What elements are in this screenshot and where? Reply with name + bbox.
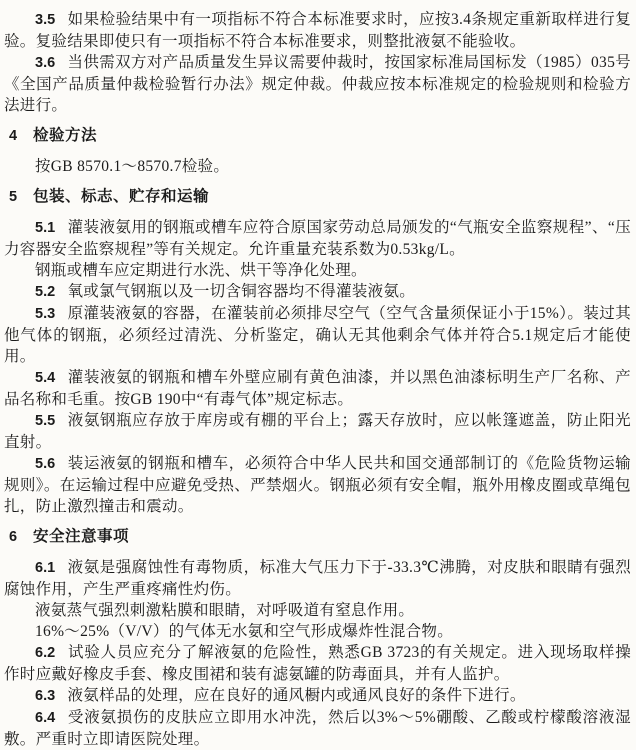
paragraph-text: 钢瓶或槽车应定期进行水洗、烘干等净化处理。 [35,262,367,279]
clause-number: 6.2 [35,645,56,661]
numbered-paragraph [4,303,631,367]
numbered-paragraph [4,453,631,517]
paragraph-text: 如果检验结果中有一项指标不符合本标准要求时，应按3.4条规定重新取样进行复验。复验结果即使只有一项指标不符合本标准要求，则整批液氨不能验收。 [4,11,631,50]
paragraph-text: 16%～25%（V/V）的气体无水氨和空气形成爆炸性混合物。 [35,623,454,640]
numbered-paragraph [4,52,631,116]
numbered-paragraph [4,685,631,707]
body-paragraph [4,260,631,281]
clause-number: 6.1 [35,560,56,576]
paragraph-text: 液氨钢瓶应存放于库房或有棚的平台上；露天存放时，应以帐篷遮盖，防止阳光直射。 [4,412,631,451]
numbered-paragraph [4,367,631,410]
paragraph-text: 装运液氨的钢瓶和槽车，必须符合中华人民共和国交通部制订的《危险货物运输规则》。在运输过程中应避免受热、严禁烟火。钢瓶必须有安全帽，瓶外用橡皮圈或草绳包扎，防止激烈撞击和震动。 [4,455,631,515]
paragraph-text: 液氨是强腐蚀性有毒物质，标准大气压力下于-33.3℃沸腾，对皮肤和眼睛有强烈腐蚀作用，产生严重疼痛性灼伤。 [4,559,631,598]
section-heading-title: 包装、标志、贮存和运输 [33,188,210,205]
body-paragraph [4,621,631,642]
numbered-paragraph [4,642,631,685]
body-paragraph [4,156,631,177]
section-heading-number: 4 [9,128,18,144]
body-paragraph [4,600,631,621]
paragraph-text: 灌装液氨用的钢瓶或槽车应符合原国家劳动总局颁发的“气瓶安全监察规程”、“压力容器安全监察规程”等有关规定。允许重量充装系数为0.53kg/L。 [4,219,631,258]
section-heading [4,125,631,147]
numbered-paragraph [4,217,631,260]
paragraph-text: 灌装液氨的钢瓶和槽车外壁应刷有黄色油漆，并以黑色油漆标明生产厂名称、产品名称和毛重。按GB 190中“有毒气体”规定标志。 [4,369,631,408]
clause-number: 5.1 [35,220,56,236]
clause-number: 5.6 [35,456,56,472]
clause-number: 6.3 [35,688,56,704]
paragraph-text: 受液氨损伤的皮肤应立即用水冲洗，然后以3%～5%硼酸、乙酸或柠檬酸溶液湿敷。严重时立即请医院处理。 [4,709,631,748]
section-heading-number: 5 [9,189,18,205]
paragraph-text: 氧或氯气钢瓶以及一切含铜容器均不得灌装液氨。 [67,283,416,300]
numbered-paragraph [4,410,631,453]
section-heading [4,526,631,548]
clause-number: 5.4 [35,370,56,386]
numbered-paragraph [4,281,631,303]
section-heading-title: 检验方法 [33,127,98,144]
numbered-paragraph [4,557,631,600]
numbered-paragraph [4,9,631,52]
paragraph-text: 液氨蒸气强烈刺激粘膜和眼睛，对呼吸道有窒息作用。 [35,602,415,619]
paragraph-text: 试验人员应充分了解液氨的危险性，熟悉GB 3723的有关规定。进入现场取样操作时应戴好橡皮手套、橡皮围裙和装有滤氨罐的防毒面具，并有人监护。 [4,644,631,683]
clause-number: 3.5 [35,12,56,28]
section-heading-title: 安全注意事项 [33,528,130,545]
section-heading [4,186,631,208]
numbered-paragraph [4,707,631,750]
clause-number: 5.2 [35,284,56,300]
clause-number: 3.6 [35,55,56,71]
paragraph-text: 按GB 8570.1～8570.7检验。 [35,158,230,175]
clause-number: 5.3 [35,306,56,322]
clause-number: 5.5 [35,413,56,429]
clause-number: 6.4 [35,710,56,726]
paragraph-text: 原灌装液氨的容器，在灌装前必须排尽空气（空气含量须保证小于15%）。装过其他气体的钢瓶，必须经过清洗、分析鉴定，确认无其他剩余气体并符合5.1规定后才能使用。 [4,305,631,365]
paragraph-text: 当供需双方对产品质量发生异议需要仲裁时，按国家标准局国标发（1985）035号《全国产品质量仲裁检验暂行办法》规定仲裁。仲裁应按本标准规定的检验规则和检验方法进行。 [4,54,631,114]
section-heading-number: 6 [9,529,18,545]
paragraph-text: 液氨样品的处理，应在良好的通风橱内或通风良好的条件下进行。 [67,687,526,704]
